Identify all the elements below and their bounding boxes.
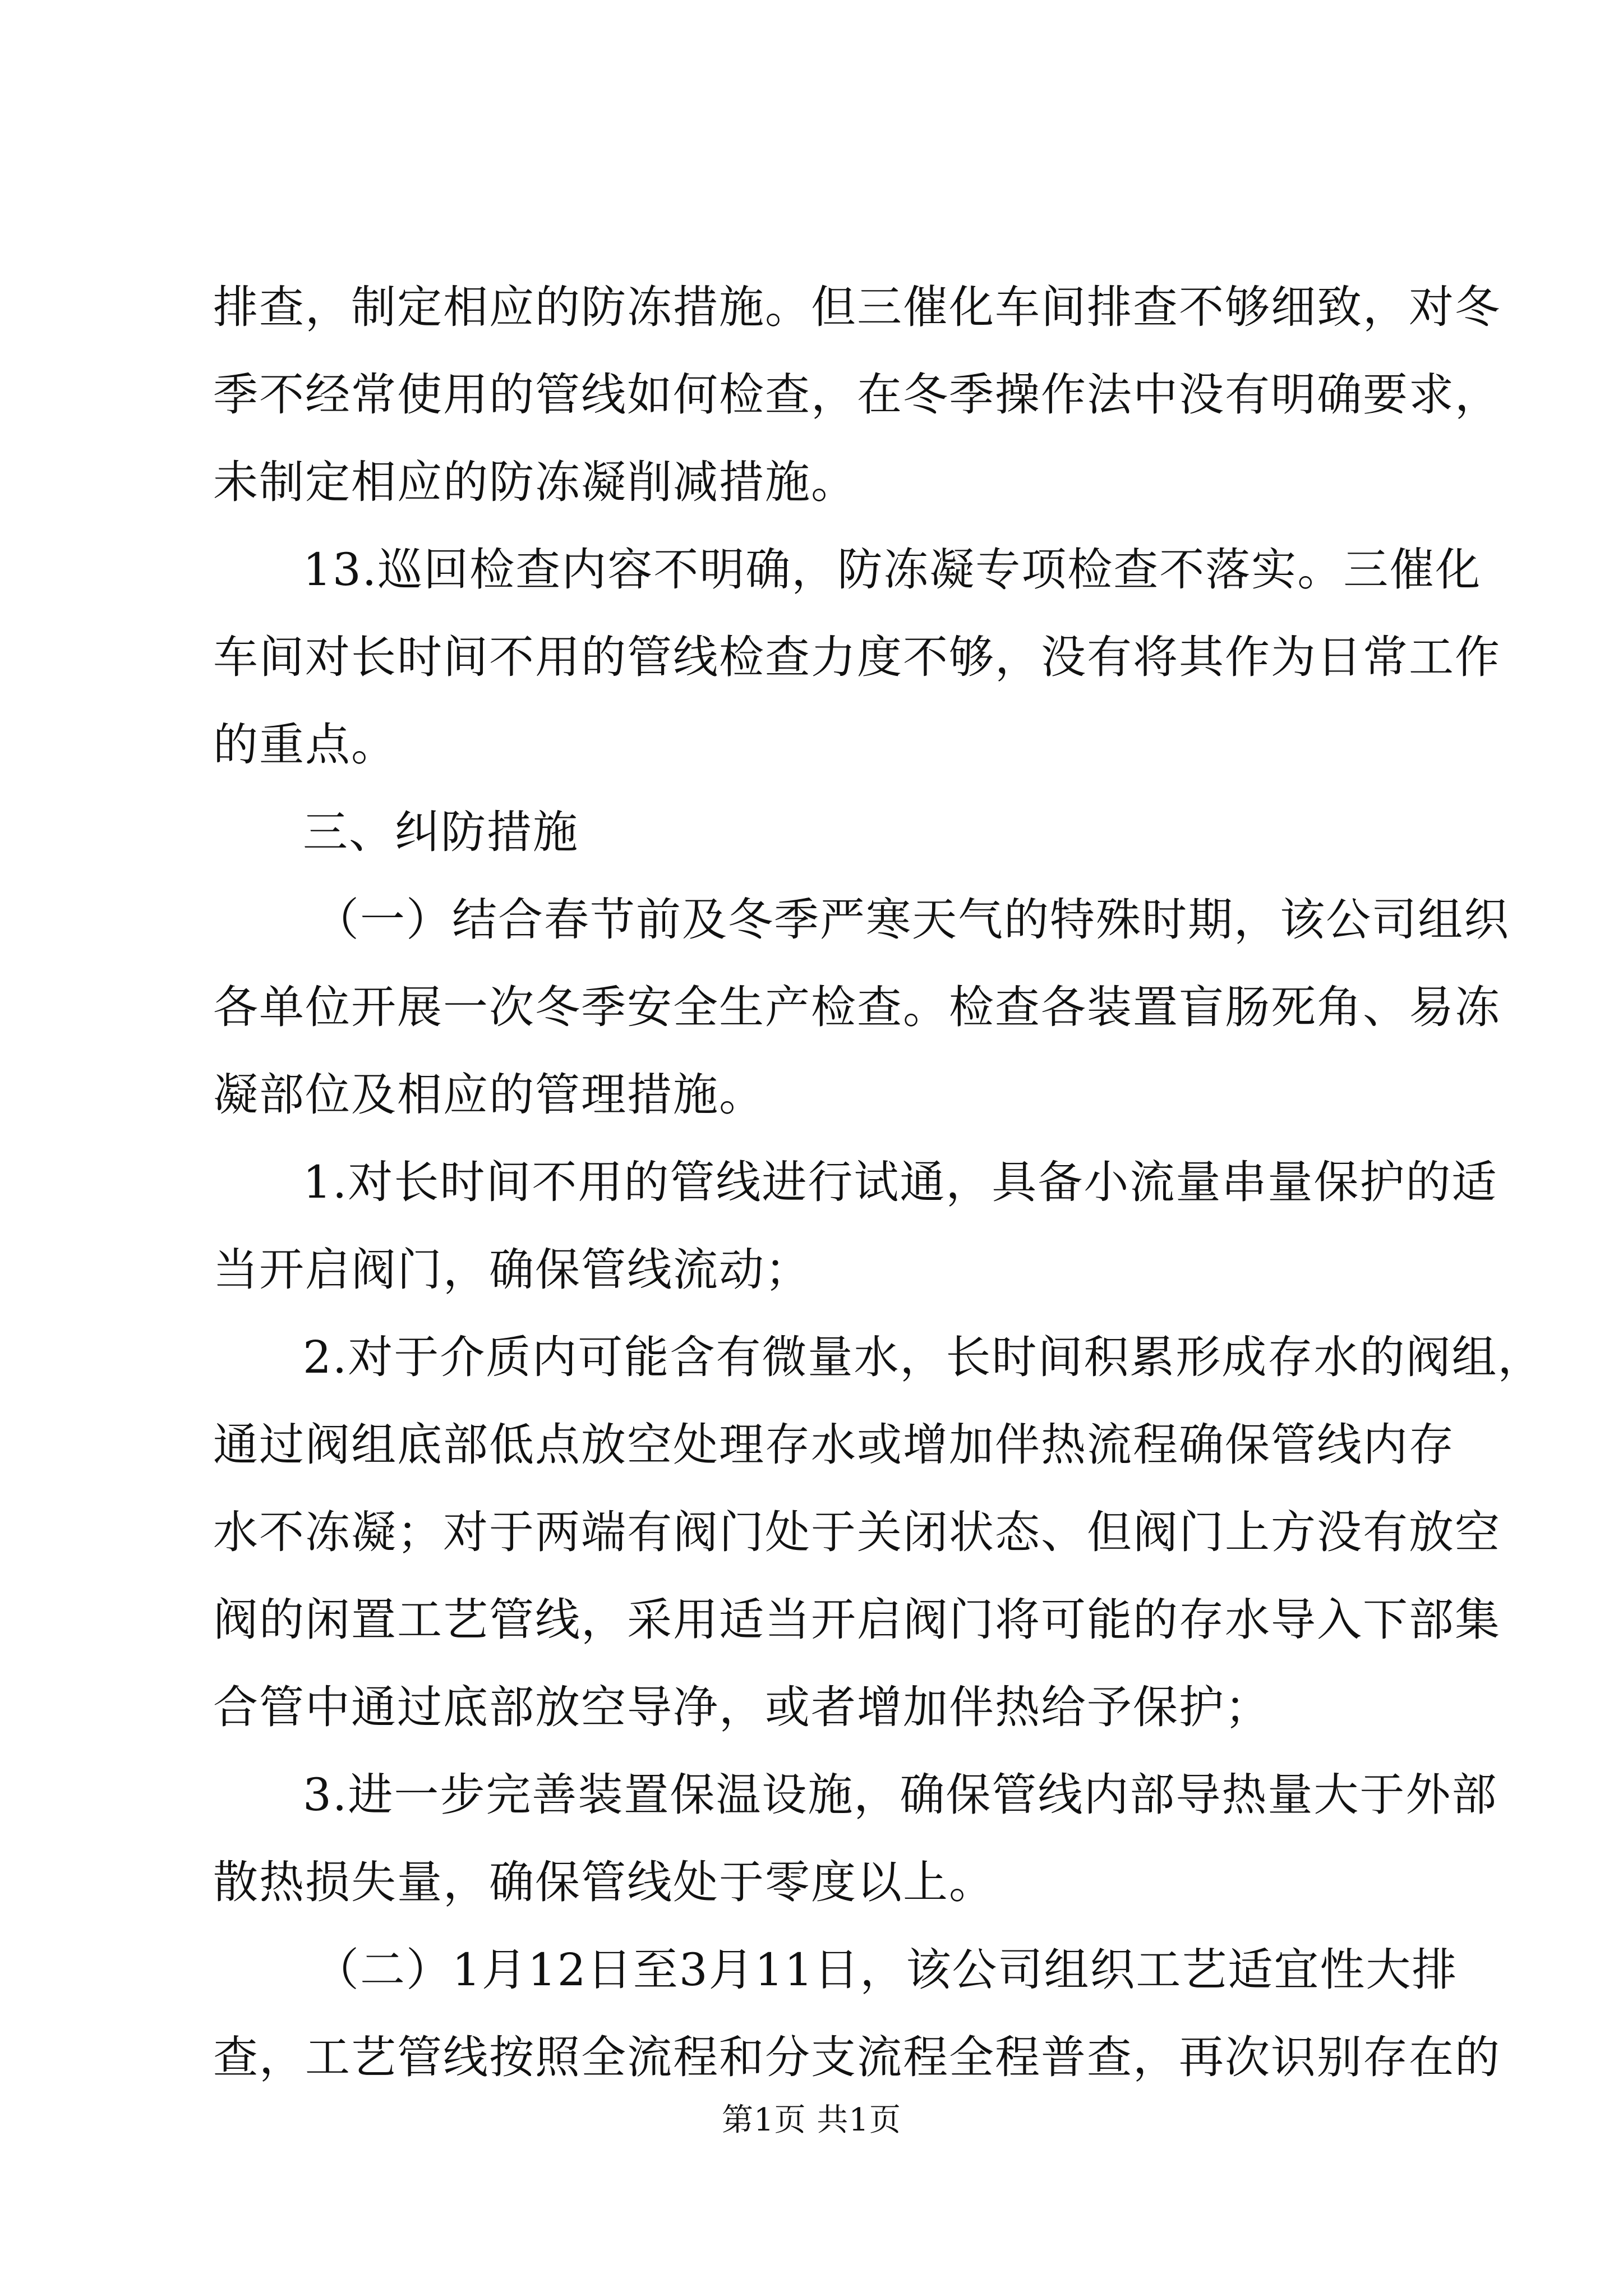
text-line: 排查，制定相应的防冻措施。但三催化车间排查不够细致，对冬: [213, 281, 1501, 333]
text-line: （一）结合春节前及冬季严寒天气的特殊时期，该公司组织: [314, 894, 1510, 946]
document-body: [213, 264, 1544, 2101]
text-line: 当开启阀门，确保管线流动；: [213, 1244, 811, 1296]
text-line: 的重点。: [213, 719, 397, 771]
text-line: 2.对于介质内可能含有微量水，长时间积累形成存水的阀组，: [303, 1331, 1544, 1383]
text-line: 通过阀组底部低点放空处理存水或增加伴热流程确保管线内存: [213, 1419, 1455, 1471]
text-line: 车间对长时间不用的管线检查力度不够，没有将其作为日常工作: [213, 631, 1501, 683]
text-line: 合管中通过底部放空导净，或者增加伴热给予保护；: [213, 1681, 1271, 1733]
text-line: 阀的闲置工艺管线，采用适当开启阀门将可能的存水导入下部集: [213, 1594, 1501, 1646]
text-line: 未制定相应的防冻凝削减措施。: [213, 456, 857, 508]
text-line: 季不经常使用的管线如何检查，在冬季操作法中没有明确要求，: [213, 369, 1501, 421]
text-line: 13.巡回检查内容不明确，防冻凝专项检查不落实。三催化: [303, 544, 1482, 596]
text-line: 1.对长时间不用的管线进行试通，具备小流量串量保护的适: [303, 1156, 1498, 1208]
section-heading: 三、纠防措施: [303, 806, 579, 858]
text-line: 水不冻凝；对于两端有阀门处于关闭状态、但阀门上方没有放空: [213, 1506, 1501, 1558]
page-footer: 第1页 共1页: [721, 2102, 902, 2138]
text-line: 凝部位及相应的管理措施。: [213, 1069, 765, 1121]
text-line: 查，工艺管线按照全流程和分支流程全程普查，再次识别存在的: [213, 2031, 1501, 2083]
text-line: 3.进一步完善装置保温设施，确保管线内部导热量大于外部: [303, 1769, 1498, 1821]
text-line: 各单位开展一次冬季安全生产检查。检查各装置盲肠死角、易冻: [213, 981, 1501, 1033]
text-line: （二）1月12日至3月11日，该公司组织工艺适宜性大排: [314, 1944, 1458, 1996]
text-line: 散热损失量，确保管线处于零度以上。: [213, 1856, 995, 1908]
